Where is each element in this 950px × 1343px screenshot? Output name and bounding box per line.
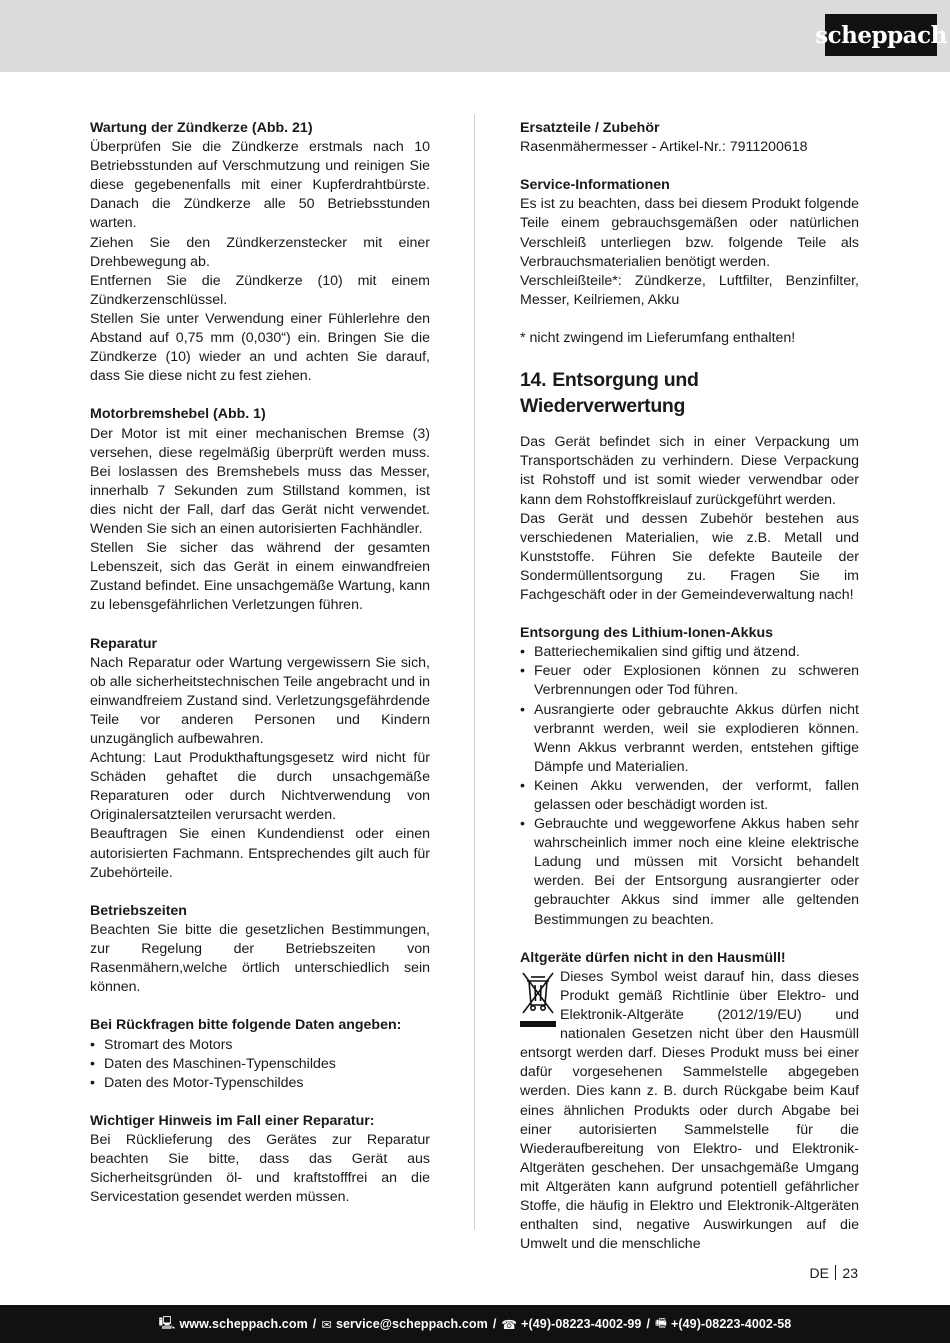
disposal-section bbox=[520, 433, 859, 605]
language-code: DE bbox=[809, 1265, 829, 1281]
service-info-heading: Service-Informationen bbox=[520, 177, 670, 194]
spark-plug-text-2: Ziehen Sie den Zündkerzenstecker mit einer Drehbewegung ab. bbox=[90, 234, 430, 270]
repair-note-text: Bei Rücklieferung des Gerätes zur Reparatur beachten Sie bitte, dass das Gerät aus Sicherheitsgründen öl- und kraftstofffrei an die Servicestation gesendet werden müssen. bbox=[90, 1131, 430, 1206]
repair-note-section bbox=[90, 1112, 430, 1207]
battery-disposal-section bbox=[520, 624, 859, 930]
brake-heading: Motorbremshebel (Abb. 1) bbox=[90, 406, 266, 423]
service-info-section bbox=[520, 176, 859, 310]
repair-text-2: Achtung: Laut Produkthaftungsgesetz wird nicht für Schäden gehaftet die durch unsachgemäße Reparaturen oder durch Nichtverwendung von Originalersatzteilen verursacht werden. bbox=[90, 750, 430, 824]
right-column bbox=[520, 119, 859, 1254]
list-item: • Stromart des Motors bbox=[90, 1036, 430, 1055]
fax-icon: 🖷 bbox=[655, 1315, 667, 1330]
weee-heading: Altgeräte dürfen nicht in den Hausmüll! bbox=[520, 949, 786, 966]
disposal-text-2: Das Gerät und dessen Zubehör bestehen aus verschiedenen Materialien, wie z.B. Metall und Kunststoffe. Führen Sie defekte Bauteile der Sondermüllentsorgung zu. Fragen Sie im Fachgeschäft oder in der Gemeindeverwaltung nach! bbox=[520, 510, 859, 603]
spare-parts-text: Rasenmähermesser - Artikel-Nr.: 7911200618 bbox=[520, 139, 808, 156]
operating-times-text: Beachten Sie bitte die gesetzlichen Bestimmungen, zur Regelung der Betriebszeiten von Rasenmähern,welche örtlich unterschiedlich sein können. bbox=[90, 921, 430, 996]
spark-plug-section bbox=[90, 119, 430, 386]
inquiries-list bbox=[90, 1036, 430, 1093]
mail-icon: ✉ bbox=[321, 1317, 332, 1332]
repair-section bbox=[90, 635, 430, 883]
left-column bbox=[90, 119, 430, 1207]
service-info-text-2: Verschleißteile*: Zündkerze, Luftfilter, Benzinfilter, Messer, Keilriemen, Akku bbox=[520, 272, 859, 308]
repair-text-3: Beauftragen Sie einen Kundendienst oder einen autorisierten Fachmann. Entsprechendes gilt auch für Zubehörteile. bbox=[90, 826, 430, 881]
spark-plug-text-1: Überprüfen Sie die Zündkerze erstmals nach 10 Betriebsstunden auf Verschmutzung und reinigen Sie diese gegebenenfalls mit einer Kupferdrahtbürste. Danach die Zündkerze alle 50 Betriebsstunden warten. bbox=[90, 139, 430, 232]
repair-heading: Reparatur bbox=[90, 635, 158, 652]
page-number: 23 bbox=[842, 1265, 858, 1281]
list-item: • Keinen Akku verwenden, der verformt, fallen gelassen oder beschädigt worden ist. bbox=[520, 777, 859, 815]
repair-text-1: Nach Reparatur oder Wartung vergewissern Sie sich, ob alle sicherheitstechnischen Teile angebracht und in einwandfreiem Zustand sind. Verletzungsgefährdende Teile vor anderen Personen und Kindern unzugänglich aufbewahren. bbox=[90, 654, 430, 747]
brake-text-2: Stellen Sie sicher das während der gesamten Lebenszeit, sich das Gerät in einem einwandfreien Zustand befindet. Eine unsachgemäße Wartung, kann zu lebensgefährlichen Verletzungen führen. bbox=[90, 540, 430, 614]
contact-bar bbox=[0, 1305, 950, 1343]
battery-disposal-list bbox=[520, 643, 859, 929]
disposal-text-1: Das Gerät befindet sich in einer Verpackung um Transportschäden zu verhindern. Diese Verpackung ist Rohstoff und ist somit wieder verwendbar oder kann dem Rohstoffkreislauf zurückgeführt werden. bbox=[520, 434, 859, 508]
email-link[interactable]: service@scheppach.com bbox=[335, 1317, 488, 1331]
weee-text: Dieses Symbol weist darauf hin, dass dieses Produkt gemäß Richtlinie über Elektro- und Elektronik-Altgeräte (2012/19/EU) und nationalen Gesetzen nicht über den Hausmüll entsorgt werden darf. Dieses Produkt muss bei einer dafür vorgesehenen Sammelstelle abgegeben werden. Dies kann z. B. durch Rückgabe beim Kauf eines ähnlichen Produkts oder durch Abgabe bei einer autorisierten Sammelstelle für die Wiederaufbereitung von Elektro- und Elektronik-Altgeräten geschehen. Der unsachgemäße Umgang mit Altgeräten kann aufgrund potentiell gefährlicher Stoffe, die häufig in Elektro und Elektronik-Altgeräten enthalten sind, negative Auswirkungen auf die Umwelt und die menschliche bbox=[520, 968, 859, 1253]
separator: / bbox=[492, 1317, 497, 1331]
weee-section bbox=[520, 949, 859, 1255]
operating-times-heading: Betriebszeiten bbox=[90, 902, 187, 919]
computer-icon: 🖳 bbox=[158, 1315, 176, 1330]
header-bar bbox=[0, 0, 950, 72]
list-item: • Daten des Motor-Typenschildes bbox=[90, 1074, 430, 1093]
page-indicator bbox=[809, 1265, 858, 1281]
phone-icon: ☎ bbox=[501, 1317, 518, 1332]
separator: / bbox=[312, 1317, 317, 1331]
crossed-bin-icon bbox=[520, 971, 556, 1029]
list-item: • Gebrauchte und weggeworfene Akkus haben sehr wahrscheinlich immer noch eine kleine elektrische Ladung und müssen mit Vorsicht behandelt werden. Bei der Entsorgung ausrangierter oder gebrauchter Akkus sind immer alle geltenden Bestimmungen zu beachten. bbox=[520, 815, 859, 930]
section-title-text: Entsorgung und Wiederverwertung bbox=[520, 369, 699, 418]
list-item: • Feuer oder Explosionen können zu schweren Verbrennungen oder Tod führen. bbox=[520, 662, 859, 700]
brake-section bbox=[90, 405, 430, 615]
spark-plug-text-4: Stellen Sie unter Verwendung einer Fühlerlehre den Abstand auf 0,75 mm (0,030“) ein. Bringen Sie die Zündkerze (10) wieder an und achten Sie darauf, dass Sie diese nicht zu fest ziehen. bbox=[90, 310, 430, 385]
section-number: 14. bbox=[520, 369, 547, 392]
spark-plug-text-3: Entfernen Sie die Zündkerze (10) mit einem Zündkerzenschlüssel. bbox=[90, 272, 430, 308]
repair-note-heading: Wichtiger Hinweis im Fall einer Reparatur: bbox=[90, 1112, 375, 1129]
fax-number: +(49)-08223-4002-58 bbox=[670, 1317, 792, 1331]
list-item: • Ausrangierte oder gebrauchte Akkus dürfen nicht verbrannt werden, weil sie explodieren können. Wenn Akkus verbrannt werden, entstehen giftige Dämpfe und Materialien. bbox=[520, 701, 859, 777]
inquiries-section bbox=[90, 1016, 430, 1092]
section-14-title bbox=[520, 367, 859, 419]
operating-times-section bbox=[90, 902, 430, 997]
column-divider bbox=[474, 114, 475, 1230]
list-item: • Daten des Maschinen-Typenschildes bbox=[90, 1055, 430, 1074]
spare-parts-section bbox=[520, 119, 859, 157]
scheppach-logo: scheppach bbox=[825, 14, 937, 56]
list-item: • Batteriechemikalien sind giftig und ätzend. bbox=[520, 643, 859, 662]
website-link[interactable]: www.scheppach.com bbox=[179, 1317, 308, 1331]
footnote-section bbox=[520, 329, 859, 348]
inquiries-heading: Bei Rückfragen bitte folgende Daten angeben: bbox=[90, 1017, 402, 1034]
brake-text-1: Der Motor ist mit einer mechanischen Bremse (3) versehen, diese regelmäßig überprüft werden muss. Bei loslassen des Bremshebels muss das Messer, innerhalb 7 Sekunden zum Stillstand kommen, ist dies nicht der Fall, darf das Gerät nicht verwendet. Wenden Sie sich an einen autorisierten Fachhändler. bbox=[90, 425, 430, 537]
service-footnote: * nicht zwingend im Lieferumfang enthalten! bbox=[520, 330, 796, 347]
service-info-text-1: Es ist zu beachten, dass bei diesem Produkt folgende Teile einem gebrauchsgemäßen oder natürlichen Verschleiß unterliegen bzw. folgende Teile als Verbrauchsmaterialien benötigt werden. bbox=[520, 196, 859, 270]
phone-number: +(49)-08223-4002-99 bbox=[521, 1317, 642, 1331]
separator: / bbox=[646, 1317, 651, 1331]
battery-disposal-heading: Entsorgung des Lithium-Ionen-Akkus bbox=[520, 625, 774, 642]
page-separator bbox=[835, 1265, 837, 1280]
spark-plug-heading: Wartung der Zündkerze (Abb. 21) bbox=[90, 120, 313, 136]
spare-parts-heading: Ersatzteile / Zubehör bbox=[520, 120, 660, 136]
